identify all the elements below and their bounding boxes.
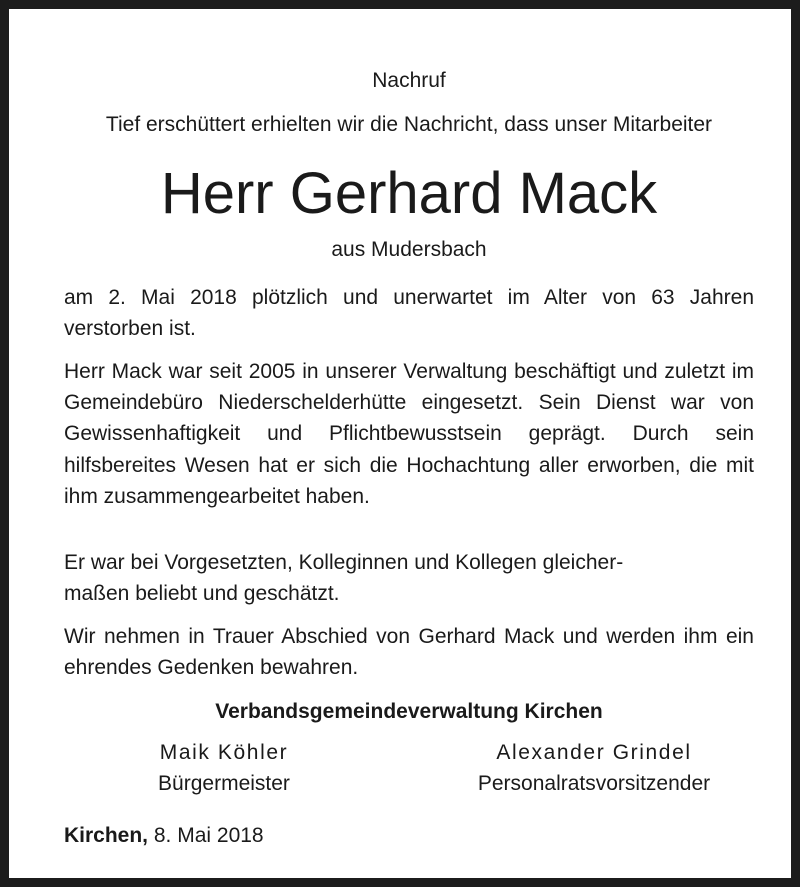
signatory-name: Maik Köhler: [159, 741, 289, 764]
signatory-name: Alexander Grindel: [496, 741, 692, 764]
signatory-right: [439, 737, 749, 799]
signatory-role: Bürgermeister: [158, 772, 290, 795]
intro-text: Tief erschüttert erhielten wir die Nachricht, dass unser Mitarbeiter: [105, 113, 713, 136]
paragraph-death-date: am 2. Mai 2018 plötzlich und unerwartet im Alter von 63 Jahren verstorben ist.: [64, 286, 754, 341]
place-and-date: [64, 824, 264, 848]
place-name: Kirchen,: [64, 824, 149, 847]
notice-date: 8. Mai 2018: [153, 824, 264, 847]
deceased-origin: aus Mudersbach: [331, 238, 487, 261]
paragraph-farewell: Wir nehmen in Trauer Abschied von Gerhard Mack und werden ihm ein ehrendes Gedenken bewahren.: [64, 625, 754, 680]
organization-name: Verbandsgemeindeverwaltung Kirchen: [215, 700, 603, 723]
signatory-role: Personalratsvorsitzender: [477, 772, 711, 795]
paragraph-career: Herr Mack war seit 2005 in unserer Verwaltung beschäftigt und zuletzt im Gemeindebüro Niederschelderhütte eingesetzt. Sein Dienst war von Gewissenhaftigkeit und Pflichtbewusstsein geprägt. Durch sein hilfsbereites Wesen hat er sich die Hochachtung aller erworben, die mit ihm zusammengearbeitet haben.: [64, 360, 754, 508]
paragraph-colleagues: Er war bei Vorgesetzten, Kolleginnen und Kollegen gleicher- maßen beliebt und geschätzt.: [64, 551, 624, 606]
notice-heading: Nachruf: [372, 69, 446, 92]
signatory-left: [104, 737, 344, 799]
deceased-name: Herr Gerhard Mack: [160, 161, 658, 226]
